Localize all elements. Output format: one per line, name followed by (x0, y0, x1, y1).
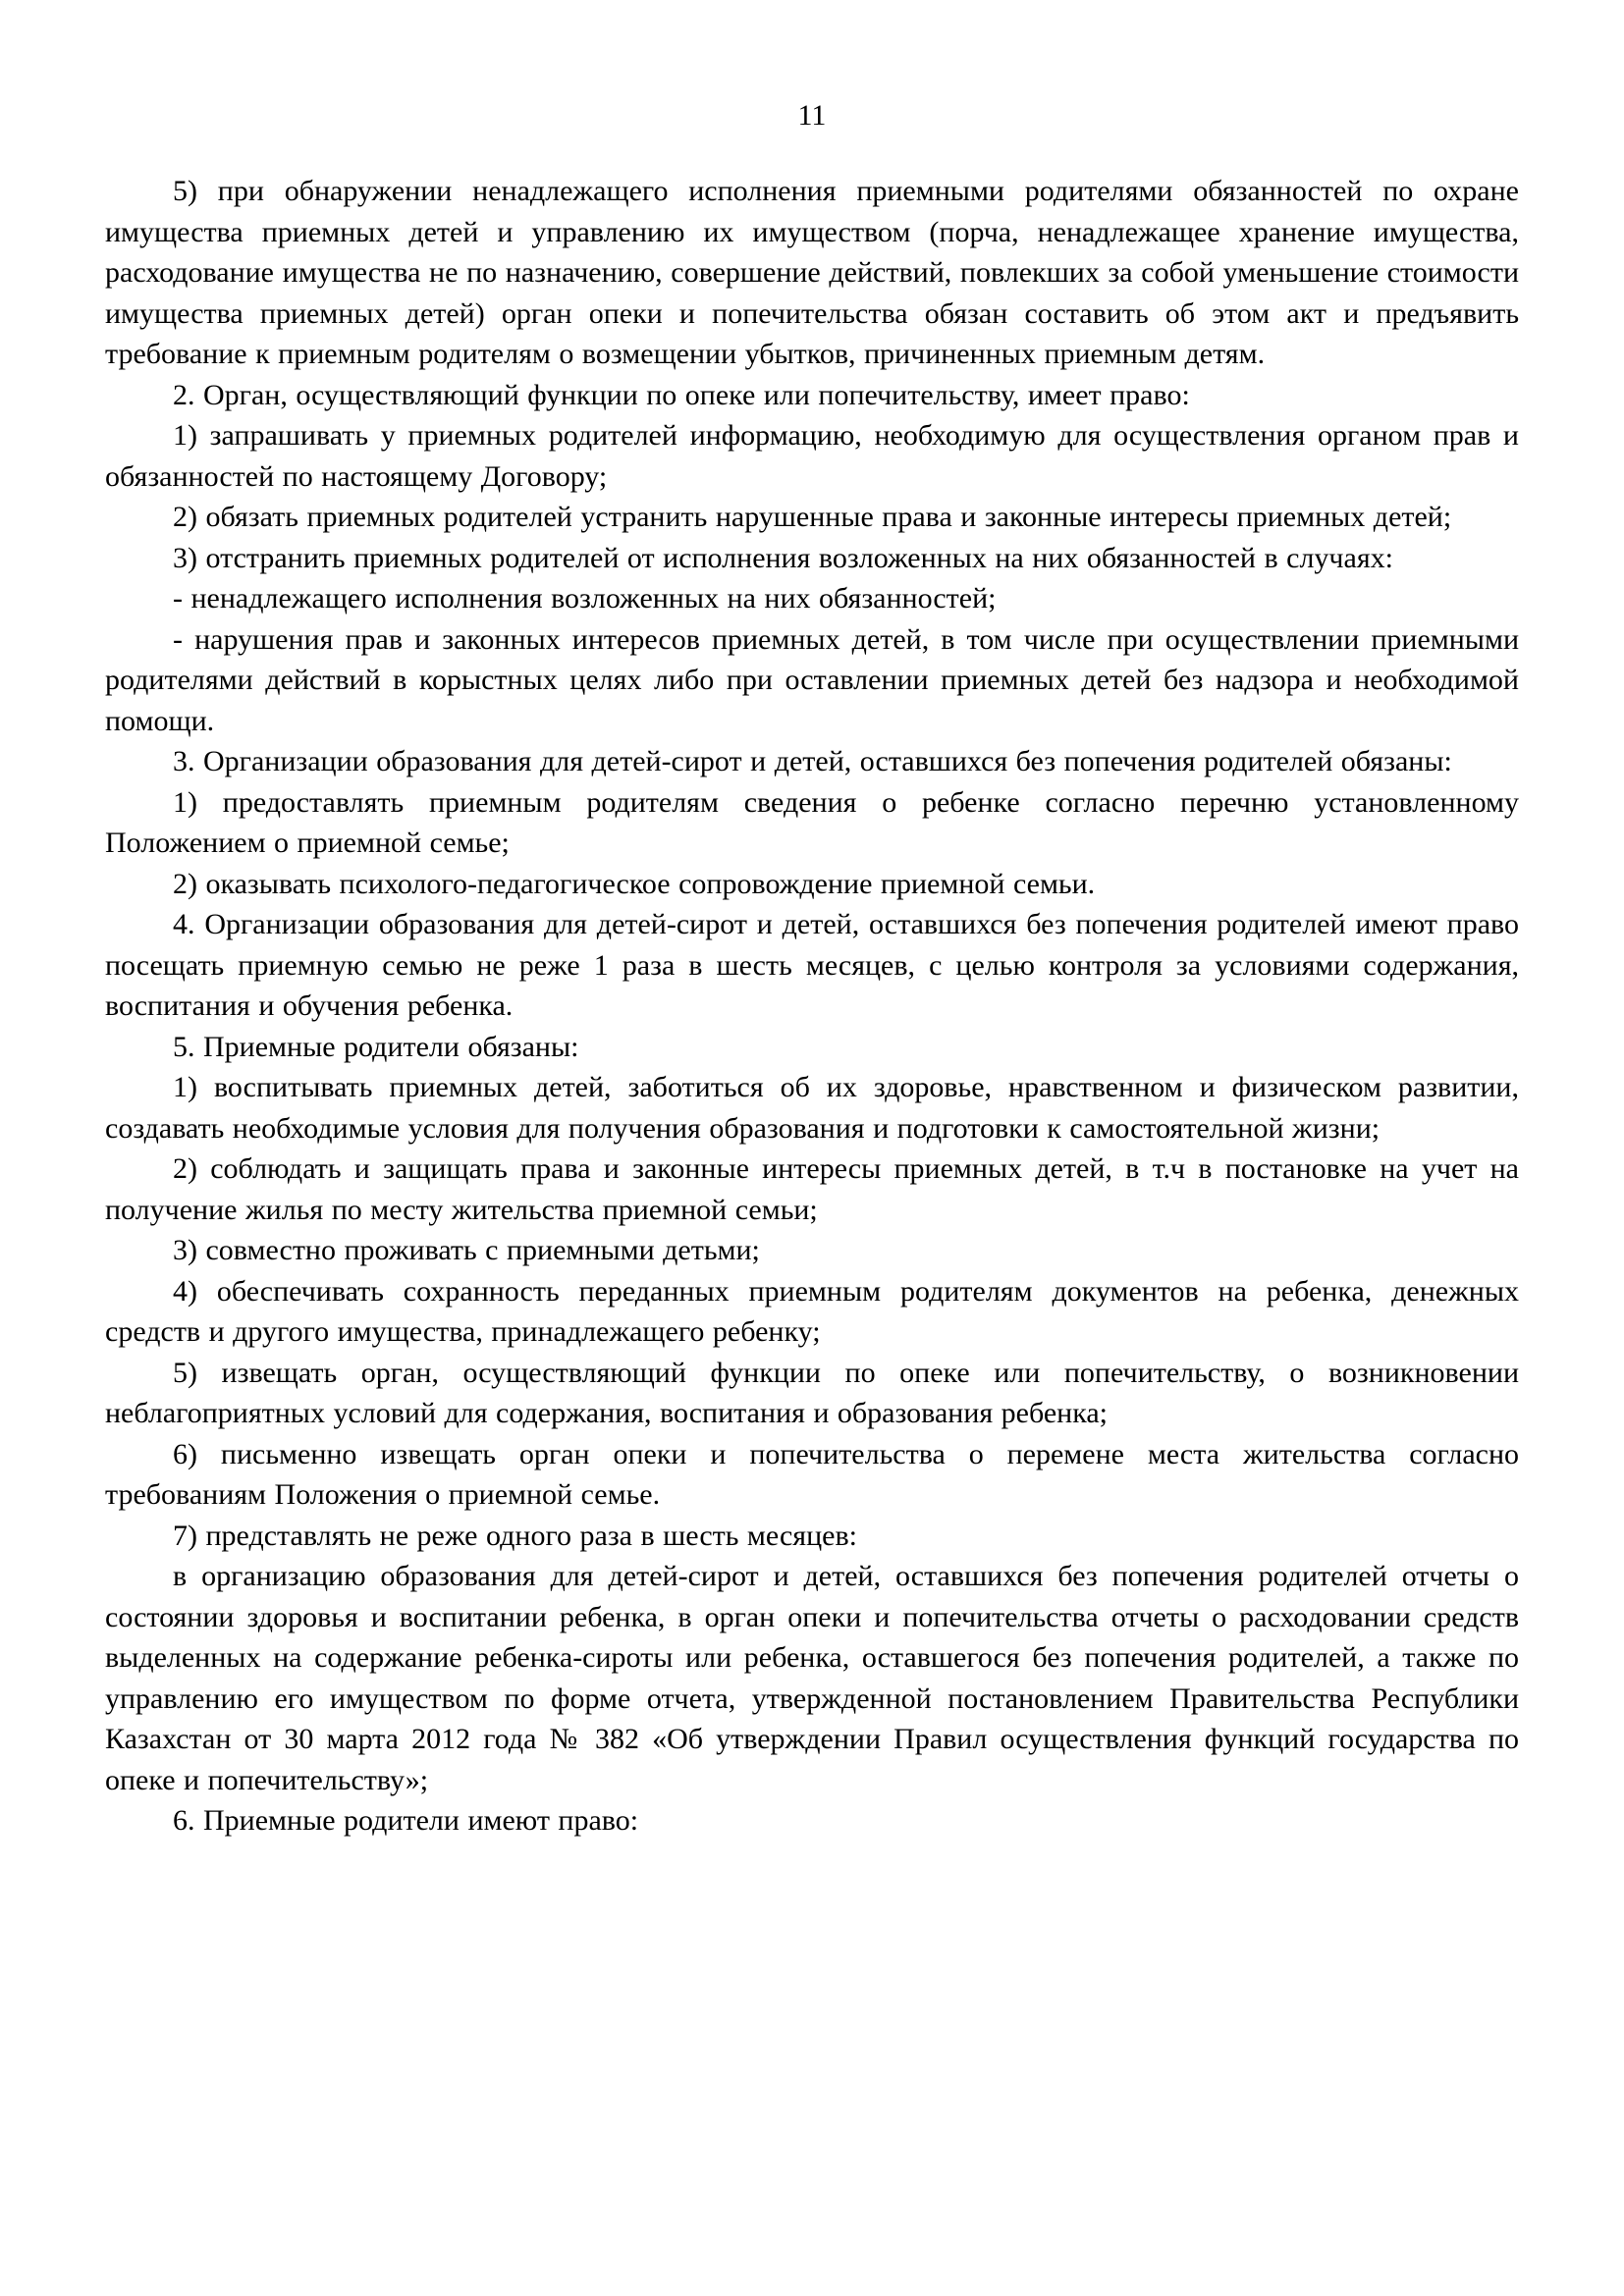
paragraph: 7) представлять не реже одного раза в шесть месяцев: (173, 1519, 857, 1552)
document-body (105, 171, 1519, 1842)
paragraph: 2. Орган, осуществляющий функции по опеке или попечительству, имеет право: (173, 378, 1190, 411)
paragraph: 2) обязать приемных родителей устранить нарушенные права и законные интересы приемных детей; (173, 501, 1452, 533)
paragraph: 2) соблюдать и защищать права и законные интересы приемных детей, в т.ч в постановке на учет на получение жилья по месту жительства приемной семьи; (105, 1152, 1519, 1226)
page-number: 11 (797, 99, 827, 132)
paragraph: в организацию образования для детей-сирот и детей, оставшихся без попечения родителей отчеты о состоянии здоровья и воспитании ребенка, в орган опеки и попечительства отчеты о расходовании средств выделенных на содержание ребенка-сироты или ребенка, оставшегося без попечения родителей, а также по управлению его имуществом по форме отчета, утвержденной постановлением Правительства Республики Казахстан от 30 марта 2012 года № 382 «Об утверждении Правил осуществления функций государства по опеке и попечительству»; (105, 1560, 1519, 1796)
paragraph: 4. Организации образования для детей-сирот и детей, оставшихся без попечения родителей имеют право посещать приемную семью не реже 1 раза в шесть месяцев, с целью контроля за условиями содержания, воспитания и обучения ребенка. (105, 908, 1519, 1022)
paragraph: 5) извещать орган, осуществляющий функции по опеке или попечительству, о возникновении неблагоприятных условий для содержания, воспитания и образования ребенка; (105, 1356, 1519, 1429)
paragraph: 3) отстранить приемных родителей от исполнения возложенных на них обязанностей в случаях: (173, 541, 1393, 574)
paragraph: 6) письменно извещать орган опеки и попечительства о перемене места жительства согласно требованиям Положения о приемной семье. (105, 1437, 1519, 1511)
paragraph: 1) воспитывать приемных детей, заботиться об их здоровье, нравственном и физическом развитии, создавать необходимые условия для получения образования и подготовки к самостоятельной жизни; (105, 1071, 1519, 1145)
paragraph: 5) при обнаружении ненадлежащего исполнения приемными родителями обязанностей по охране имущества приемных детей и управлению их имуществом (порча, ненадлежащее хранение имущества, расходование имущества не по назначению, совершение действий, повлекших за собой уменьшение стоимости имущества приемных детей) орган опеки и попечительства обязан составить об этом акт и предъявить требование к приемным родителям о возмещении убытков, причиненных приемным детям. (105, 175, 1519, 370)
paragraph: 3. Организации образования для детей-сирот и детей, оставшихся без попечения родителей обязаны: (173, 745, 1452, 777)
paragraph: 1) запрашивать у приемных родителей информацию, необходимую для осуществления органом прав и обязанностей по настоящему Договору; (105, 419, 1519, 493)
paragraph: - ненадлежащего исполнения возложенных на них обязанностей; (173, 582, 997, 614)
paragraph: 4) обеспечивать сохранность переданных приемным родителям документов на ребенка, денежных средств и другого имущества, принадлежащего ребенку; (105, 1274, 1519, 1348)
paragraph: 3) совместно проживать с приемными детьми; (173, 1234, 760, 1266)
paragraph: - нарушения прав и законных интересов приемных детей, в том числе при осуществлении приемными родителями действий в корыстных целях либо при оставлении приемных детей без надзора и необходимой помощи. (105, 622, 1519, 737)
paragraph: 1) предоставлять приемным родителям сведения о ребенке согласно перечню установленному Положением о приемной семье; (105, 785, 1519, 859)
paragraph: 2) оказывать психолого-педагогическое сопровождение приемной семьи. (173, 867, 1096, 900)
paragraph: 5. Приемные родители обязаны: (173, 1030, 579, 1063)
paragraph: 6. Приемные родители имеют право: (173, 1804, 639, 1837)
